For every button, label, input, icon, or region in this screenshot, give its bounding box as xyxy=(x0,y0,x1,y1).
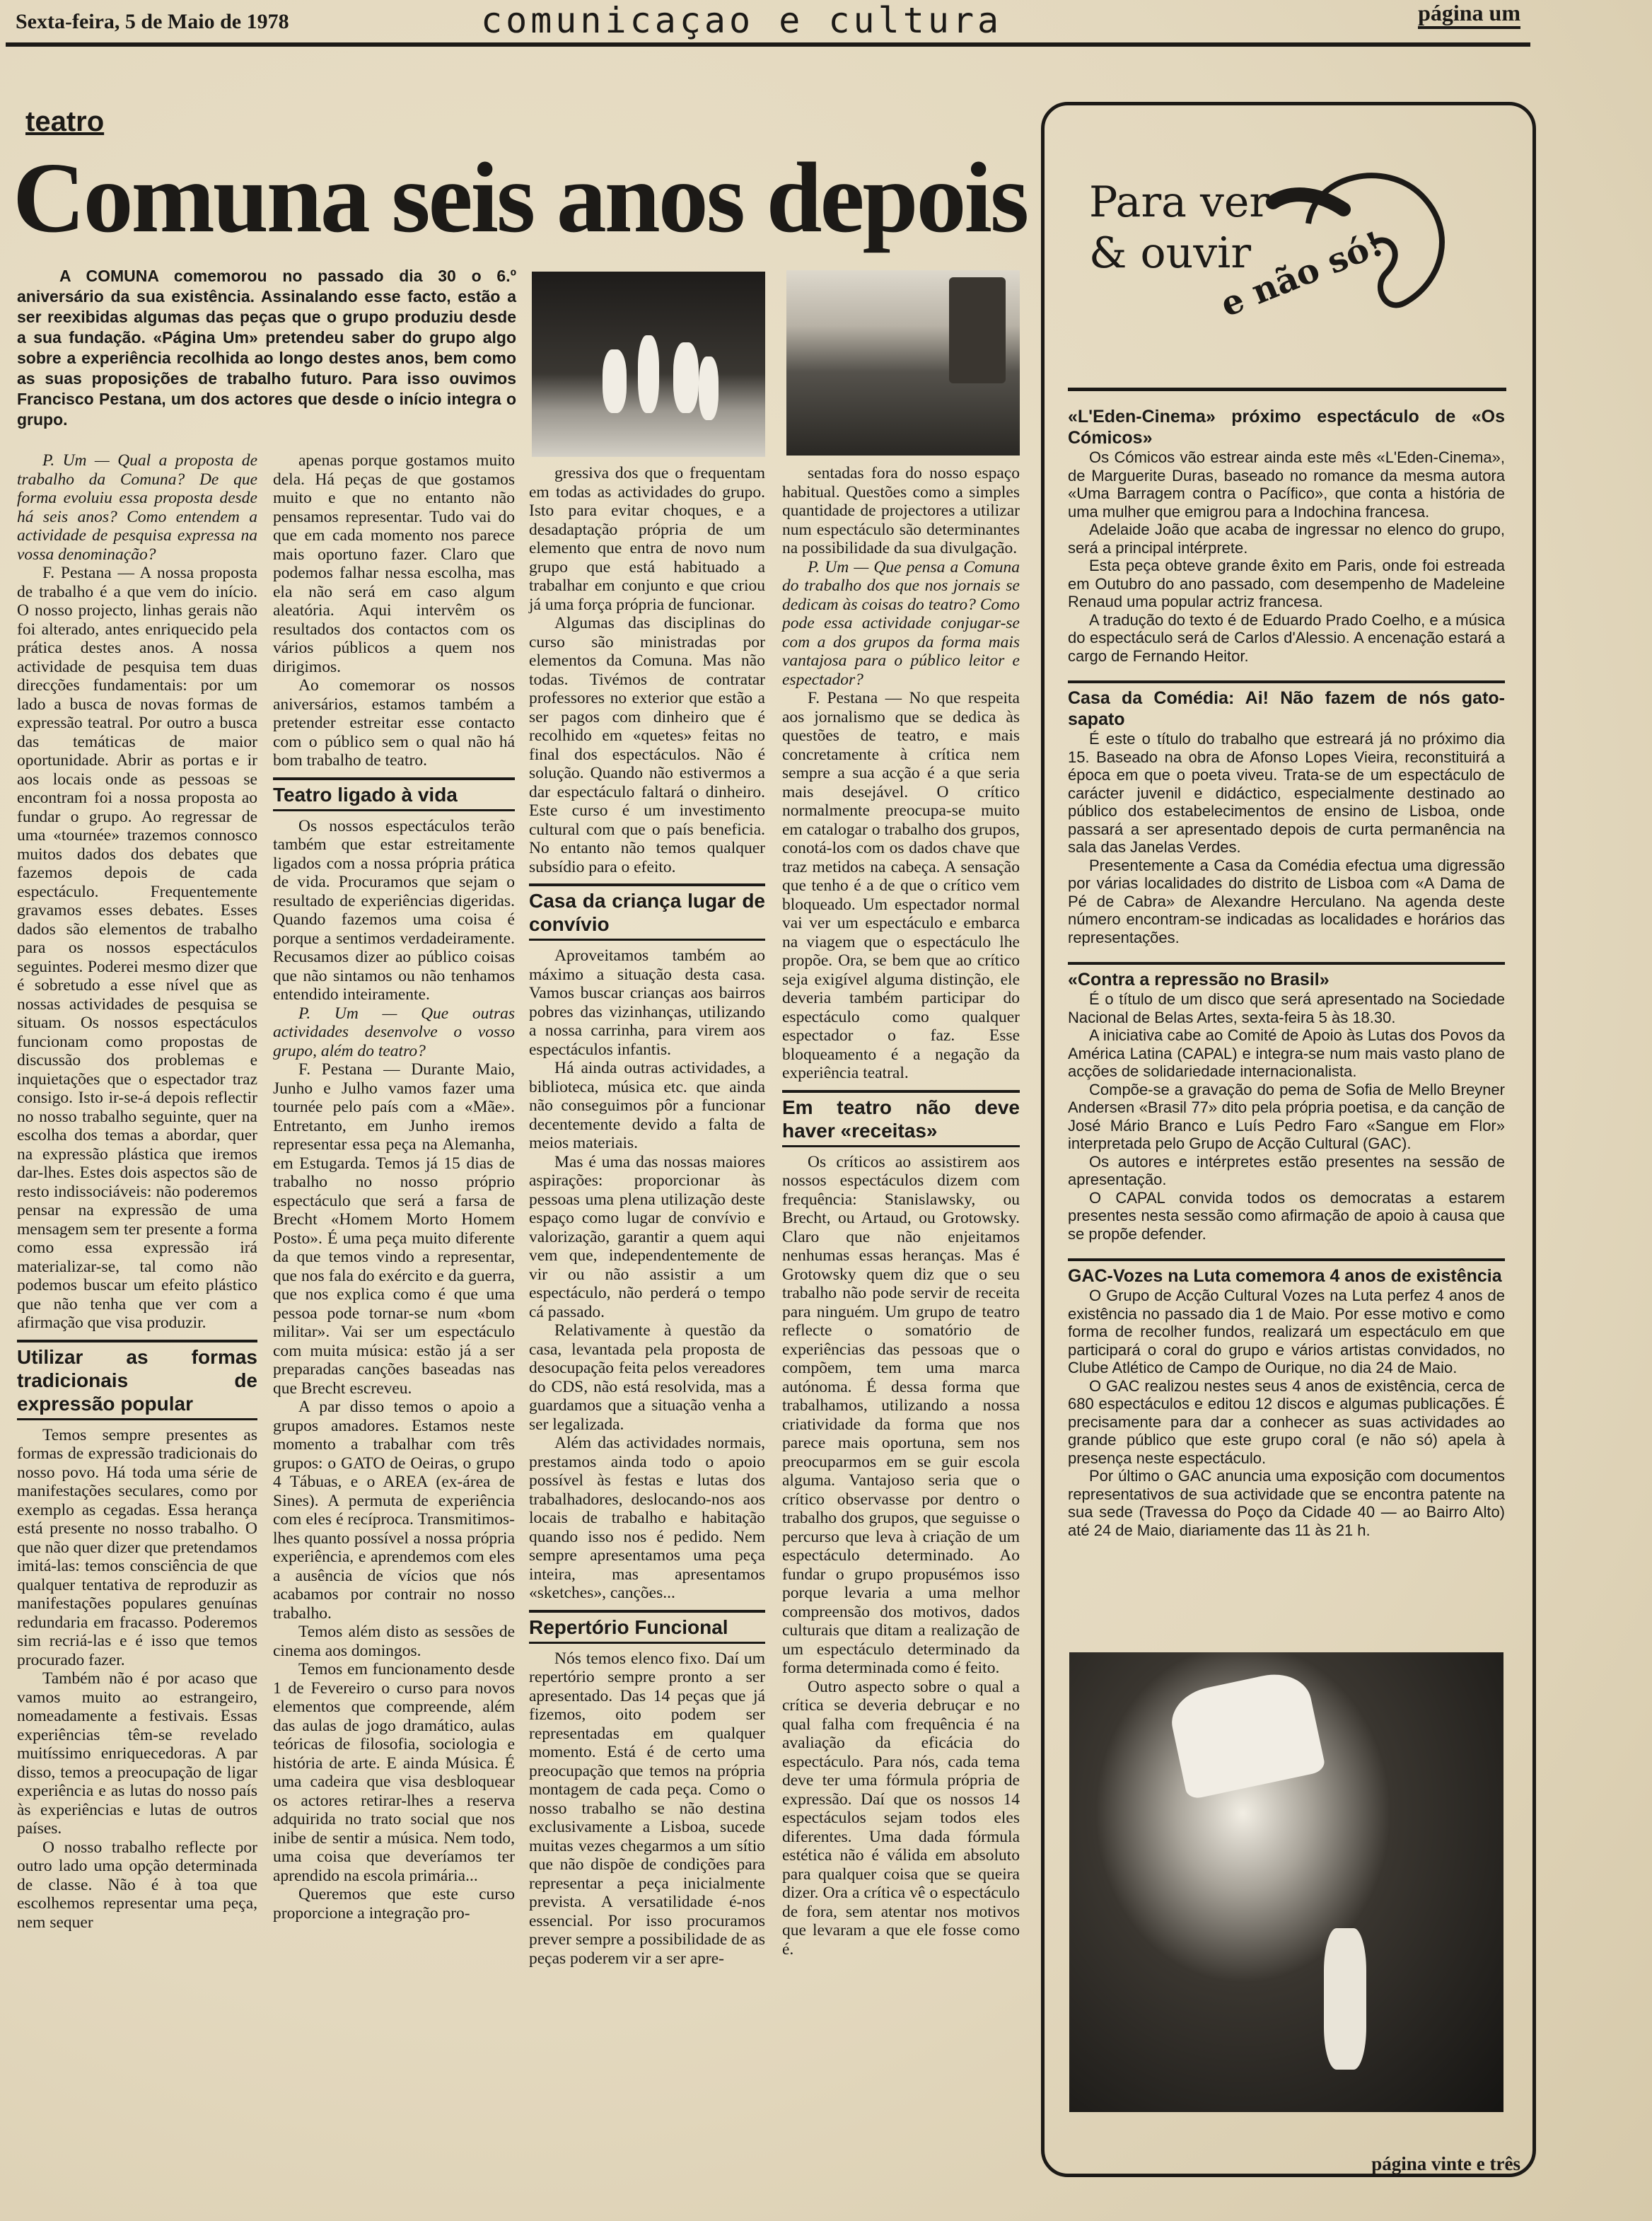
interview-answer: F. Pestana — A nossa proposta de trabalho é a que vem do início. O nosso projecto, linhas gerais não foi alterado, antes enriquecido pela prática destes anos. A nossa actividade de pesquisa tem duas direcções fundamentais: por um lado a busca de novas formas de expressão teatral. Por outro a busca das temáticas de maior oportunidade. Abrir as portas e ir aos locais onde as pessoas se encontram foi a nossa proposta ao fundar o grupo. Ao regressar de uma «tournée» trazemos connosco muitos dados dos debates que fazemos depois de cada espectáculo. Frequentemente gravamos esses debates. Esses dados são elementos de trabalho para os nossos espectáculos seguintes. Poderei mesmo dizer que é sobretudo a esse nível que as nossas actividades de pesquisa se situam. Os nossos espectáculos funcionam como propostas de discussão dos problemas e inquietações que o espectador traz consigo. Isto ir-se-á depois reflectir no nosso trabalho seguinte, quer na escolha dos temas a abordar, quer na expressão plástica que iremos dar-lhes. Estes dois aspectos são de resto indissociáveis: não poderemos pensar na expressão de uma mensagem sem ter presente a forma como essa expressão irá materializar-se, tal como não podemos buscar um efeito plástico que não tenha que ver com a afirmação que visa produzir. xyxy=(17,564,257,1332)
interview-answer: F. Pestana — Durante Maio, Junho e Julho vamos fazer uma tournée pelo país com a «Mãe». Entretanto, em Junho iremos representar essa peça na Alemanha, em Estugarda. Temos já 15 dias de trabalho no nosso próprio espectáculo que será a farsa de Brecht «Homem Morto Homem Posto». É uma peça muito diferente da que temos vindo a representar, que nos fala do exército e da guerra, que nos explica como é que uma pessoa pode tornar-se num «bom militar». Vai ser um espectáculo com muita música: estão já a ser preparadas canções baseadas nas que Brecht escreveu. xyxy=(273,1060,515,1398)
paragraph: Nós temos elenco fixo. Daí um repertório sempre pronto a ser apresentado. Das 14 peças que já fizemos, oito podem ser representadas em qualquer momento. Está é de certo uma preocupação que temos na própria montagem de cada peça. Como o nosso trabalho se não destina exclusivamente a Lisboa, sucede muitas vezes chegarmos a um sítio que não dispõe de condições para representar a peça inicialmente prevista. A versatilidade é-nos essencial. Por isso procuramos prever sempre a possibilidade de as peças poderem vir a ser apre- xyxy=(529,1649,765,1968)
article-kicker: teatro xyxy=(25,106,105,137)
sidebar-paragraph: Por último o GAC anuncia uma exposição com documentos representativos de sua actividade que se encontra patente na sua sede (Travessa do Poço da Cidade 40 — ao Bairro Alto) até 24 de Maio, diariamente das 11 às 21 h. xyxy=(1068,1467,1505,1539)
issue-date: Sexta-feira, 5 de Maio de 1978 xyxy=(16,10,289,33)
paragraph: Outro aspecto sobre o qual a crítica se deveria debruçar e no qual falha com frequência é na avaliação da eficácia do espectáculo. Para nós, cada tema deve ter uma fórmula própria de expressão. Daí que os nossos 14 espectáculos sejam todos eles diferentes. Uma dada fórmula estética não é válida em absoluto para qualquer coisa que se queira dizer. Ora a crítica vê o espectáculo de fora, sem atentar nos motivos que levaram a que ele fosse como é. xyxy=(782,1677,1020,1959)
paragraph: A par disso temos o apoio a grupos amadores. Estamos neste momento a trabalhar com três grupos: o GATO de Oeiras, o grupo 4 Tábuas, e o AREA (ex-área de Sines). A permuta de experiência com eles é recíproca. Transmitimos-lhes quanto possível a nossa própria experiência, e aprendemos com eles a ausência de vícios que nós acabamos por contrair no nosso trabalho. xyxy=(273,1398,515,1623)
sidebar-paragraph: Adelaide João que acaba de ingressar no elenco do grupo, será a principal intérprete. xyxy=(1068,521,1505,557)
sidebar-paragraph: É o título de um disco que será apresentado na Sociedade Nacional de Belas Artes, sexta-feira 5 às 18.30. xyxy=(1068,990,1505,1026)
article-column-4 xyxy=(782,464,1020,2147)
subheading: Repertório Funcional xyxy=(529,1610,765,1644)
paragraph: Algumas das disciplinas do curso são ministradas por elementos da Comuna. Mas não todas. Tivémos de contratar professores no exterior que estão a ser pagos com dinheiro que é recolhido em «quetes» feitas no final dos espectáculos. Não é solução. Quando não estivermos a dar espectáculo faltará o dinheiro. Este curso é um investimento cultural com que o país beneficia. No entanto não temos qualquer subsídio para o efeito. xyxy=(529,614,765,876)
paragraph: Temos sempre presentes as formas de expressão tradicionais do nosso povo. Há toda uma série de manifestações seculares, como por exemplo as cegadas. Essa herança está presente no nosso trabalho. O que não quer dizer que pretendamos imitá-las: temos consciência de que qualquer tentativa de reproduzir as manifestações populares genuínas redundaria em fracasso. Poderemos sim recriá-las e é isso que temos procurado fazer. xyxy=(17,1425,257,1669)
section-title: comunicaçao e cultura xyxy=(481,0,1003,41)
sidebar-paragraph: O Grupo de Acção Cultural Vozes na Luta perfez 4 anos de existência no passado dia 1 de Maio. Por esse motivo e como forma de recolher fundos, realizará um espectáculo em que participará o coral do grupo e vários artistas convidados, no Clube Atlético de Campo de Ourique, no dia 24 de Maio. xyxy=(1068,1287,1505,1376)
page-label: página um xyxy=(1418,0,1520,29)
sidebar-item-title: «Contra a repressão no Brasil» xyxy=(1068,962,1505,990)
paragraph: Queremos que este curso proporcione a integração pro- xyxy=(273,1885,515,1923)
interview-answer: F. Pestana — No que respeita aos jornalismo que se dedica às questões de teatro, e mais concretamente à crítica nem sempre a sua acção é a que seria mais desejável. O crítico normalmente preocupa-se muito em catalogar o trabalho dos grupos, conotá-los com os dados chave que traz metidos na cabeça. A sensação que tenho é a de que o crítico vem bloqueado. Um espectador normal vai ver um espectáculo e embarca na viagem que o espectáculo lhe propõe. Ora, se bem que ao crítico seja exigível alguma distinção, ele deveria também participar do espectáculo como qualquer espectador o faz. Esse bloqueamento é a negação da experiência teatral. xyxy=(782,689,1020,1082)
paragraph: apenas porque gostamos muito dela. Há peças de que gostamos muito e que no entanto não pensamos representar. Tudo vai do que em cada momento nos parece mais oportuno fazer. Claro que podemos falhar nessa escolha, mas ela não será em caso algum aleatória. Aqui intervêm os resultados dos contactos com os vários públicos a quem nos dirigimos. xyxy=(273,451,515,676)
sidebar-paragraph: O GAC realizou nestes seus 4 anos de existência, cerca de 680 espectáculos e editou 12 discos e algumas publicações. É precisamente para dar a conhecer as suas actividades ao grande público que este grupo coral (e não só) apela à presença neste espectáculo. xyxy=(1068,1376,1505,1467)
stage-photo-audience xyxy=(786,270,1020,456)
page-footer: página vinte e três xyxy=(1371,2153,1520,2174)
sidebar-rule xyxy=(1068,388,1506,391)
paragraph: Mas é uma das nossas maiores aspirações: proporcionar às pessoas uma plena utilização deste espaço como lugar de convívio e valorização, garantir a quem aqui vem que, independentemente de vir ou não assistir a um espectáculo, não perderá o tempo cá passado. xyxy=(529,1152,765,1321)
paragraph: Temos em funcionamento desde 1 de Fevereiro o curso para novos elementos que compreende, além das aulas de jogo dramático, aulas teóricas de filosofia, sociologia e história de arte. E ainda Música. É uma cadeira que visa desbloquear os actores retirar-lhes a reserva adquirida no trato social que nos inibe de sentir a música. Nem todo, uma coisa que deveríamos ter aprendido na escola primária... xyxy=(273,1660,515,1885)
sidebar-paragraph: Os autores e intérpretes estão presentes na sessão de apresentação. xyxy=(1068,1152,1505,1188)
paragraph: Os críticos ao assistirem aos nossos espectáculos dizem com frequência: Stanislawsky, ou Brecht, ou Artaud, ou Grotowsky. Claro que não enjeitamos nenhumas essas heranças. Mas é Grotowsky quem diz que o seu trabalho não pode servir de receita para ninguém. Um grupo de teatro reflecte o somatório de experiências das pessoas que o compõem, tem uma marca autónoma. É dessa forma que trabalhamos, utilizando a nossa criatividade da forma que nos parece mais oportuna, sem nos preocuparmos em se guir escola alguma. Vantajoso seria que o crítico observasse por dentro o trabalho dos grupos, que seguisse o percurso que leva à criação de um espectáculo determinado. Ao fundar o grupo propusémos isso porque levaria a uma melhor compreensão dos motivos, dados culturais que ditam a realização de um espectáculo determinado da forma determinada como é feito. xyxy=(782,1152,1020,1677)
ear-illustration xyxy=(1266,146,1478,330)
paragraph: Além das actividades normais, prestamos ainda todo o apoio possível às festas e lutas dos trabalhadores, deslocando-nos aos locais de trabalho e habitação quando isso nos é pedido. Nem sempre apresentamos uma peça inteira, mas apresentamos «sketches», canções... xyxy=(529,1434,765,1602)
interview-question: P. Um — Que outras actividades desenvolve o vosso grupo, além do teatro? xyxy=(273,1004,515,1060)
paragraph: gressiva dos que o frequentam em todas as actividades do grupo. Isto para evitar choques, e a desadaptação própria de um elemento que entra de novo num grupo que está habituado a trabalhar em conjunto e que criou já uma força própria de funcionar. xyxy=(529,464,765,614)
paragraph: sentadas fora do nosso espaço habitual. Questões como a simples quantidade de projectores a utilizar num espectáculo são determinantes na possibilidade da sua divulgação. xyxy=(782,464,1020,557)
paragraph: Também não é por acaso que vamos muito ao estrangeiro, nomeadamente a festivais. Essas experiências têm-se revelado muitíssimo enriquecedoras. A par disso, temos a preocupação de ligar experiência e as lutas do nosso país às experiências e lutas de outros países. xyxy=(17,1669,257,1838)
article-column-2 xyxy=(273,451,515,2149)
sidebar-paragraph: Os Cómicos vão estrear ainda este mês «L'Eden-Cinema», de Marguerite Duras, baseado no romance da mesma autora «Uma Barragem contra o Pacífico», que conta a história de uma mulher que emigrou para a Indochina francesa. xyxy=(1068,448,1505,521)
sidebar-paragraph: A iniciativa cabe ao Comité de Apoio às Lutas dos Povos da América Latina (CAPAL) e integra-se num mais vasto plano de acções de solidariedade internacionalista. xyxy=(1068,1026,1505,1080)
sidebar-paragraph: A tradução do texto é de Eduardo Prado Coelho, e a música do espectáculo será de Carlos d'Alessio. A encenação estará a cargo de Fernando Heitor. xyxy=(1068,610,1505,665)
interview-question: P. Um — Que pensa a Comuna do trabalho dos que nos jornais se dedicam às coisas do teatro? Como pode essa actividade conjugar-se com a dos grupos da forma mais vantajosa para o público leitor e espectador? xyxy=(782,557,1020,689)
sidebar-item-title: GAC-Vozes na Luta comemora 4 anos de existência xyxy=(1068,1258,1505,1287)
gac-singer-photo xyxy=(1069,1652,1503,2112)
sidebar-news-items xyxy=(1068,396,1505,1539)
sidebar-paragraph: É este o título do trabalho que estreará já no próximo dia 15. Baseado na obra de Afonso Lopes Vieira, reconstituirá a época em que o poeta viveu. Trata-se de um espectáculo de carácter juvenil e didáctico, especialmente destinado ao público dos estabelecimentos de ensino de Lisboa, onde passará a ser apresentado depois de curta permanência na sala das Janelas Verdes. xyxy=(1068,730,1505,856)
article-column-3 xyxy=(529,464,765,2147)
subheading: Em teatro não deve haver «receitas» xyxy=(782,1090,1020,1147)
sidebar-item-title: Casa da Comédia: Ai! Não fazem de nós gato-sapato xyxy=(1068,680,1505,730)
subheading: Teatro ligado à vida xyxy=(273,777,515,811)
sidebar-paragraph: Compõe-se a gravação do pema de Sofia de Mello Breyner Andersen «Brasil 77» dito pela própria poetisa, e da canção de José Mário Branco e Luís Pedro Faro «Sangue em Flor» interpretada pelo Grupo de Acção Cultural (GAC). xyxy=(1068,1080,1505,1152)
paragraph: Ao comemorar os nossos aniversários, estamos também a pretender estreitar esse contacto com o público sem o qual não há bom trabalho de teatro. xyxy=(273,676,515,770)
paragraph: Há ainda outras actividades, a biblioteca, música etc. que ainda não conseguimos pôr a funcionar decentemente devido a falta de meios materiais. xyxy=(529,1059,765,1152)
paragraph: Temos além disto as sessões de cinema aos domingos. xyxy=(273,1623,515,1660)
stage-photo-performers xyxy=(532,272,765,457)
header-rule xyxy=(6,42,1530,47)
paragraph: O nosso trabalho reflecte por outro lado uma opção determinada de classe. Não é à toa que escolhemos representar uma peça, nem sequer xyxy=(17,1838,257,1932)
sidebar-title: Para ver & ouvir xyxy=(1089,178,1270,278)
paragraph: Os nossos espectáculos terão também que estar estreitamente ligados com a nossa própria prática de vida. Procuramos que sejam o resultado de experiências digeridas. Quando fazemos uma coisa é porque a sentimos verdadeiramente. Recusamos dizer ao público coisas que não sintamos ou não tenhamos entendido inteiramente. xyxy=(273,816,515,1004)
interview-question: P. Um — Qual a proposta de trabalho da Comuna? De que forma evoluiu essa proposta desde há seis anos? Como entendem a actividade de pesquisa expressa na vossa denominação? xyxy=(17,451,257,564)
subheading: Utilizar as formas tradicionais de expressão popular xyxy=(17,1340,257,1420)
paragraph: Relativamente à questão da casa, levantada pela proposta de desocupação feita pelos vereadores do CDS, não está resolvida, mas a guardamos que a situação venha a ser legalizada. xyxy=(529,1321,765,1434)
sidebar-paragraph: O CAPAL convida todos os democratas a estarem presentes nesta sessão como afirmação de apoio à causa que se propõe defender. xyxy=(1068,1188,1505,1243)
paragraph: Aproveitamos também ao máximo a situação desta casa. Vamos buscar crianças aos bairros pobres das vizinhanças, utilizando a nossa carrinha, para virem aos espectáculos infantis. xyxy=(529,946,765,1059)
sidebar-title-tag: e não só! xyxy=(1215,224,1389,325)
subheading: Casa da criança lugar de convívio xyxy=(529,883,765,941)
article-column-1 xyxy=(17,451,257,2149)
sidebar-paragraph: Esta peça obteve grande êxito em Paris, onde foi estreada em Outubro do ano passado, com desempenho de Madeleine Renaud uma popular actriz francesa. xyxy=(1068,557,1505,610)
article-headline: Comuna seis anos depois xyxy=(13,141,1028,253)
sidebar-item-title: «L'Eden-Cinema» próximo espectáculo de «Os Cómicos» xyxy=(1068,407,1505,448)
sidebar-paragraph: Presentemente a Casa da Comédia efectua uma digressão por várias localidades do distrito de Lisboa com «A Dama de Pé de Cabra» de Alexandre Herculano. Na agenda deste número encontram-se indicadas as localidades e horários das representações. xyxy=(1068,856,1505,946)
article-lead: A COMUNA comemorou no passado dia 30 o 6.º aniversário da sua existência. Assinalando esse facto, estão a ser reexibidas algumas das peças que o grupo produziu desde a sua fundação. «Página Um» pretendeu saber do grupo algo sobre a experiência recolhida ao longo destes anos, bem como as suas proposições de trabalho futuro. Para isso ouvimos Francisco Pestana, um dos actores que desde o início integra o grupo. xyxy=(17,267,516,429)
